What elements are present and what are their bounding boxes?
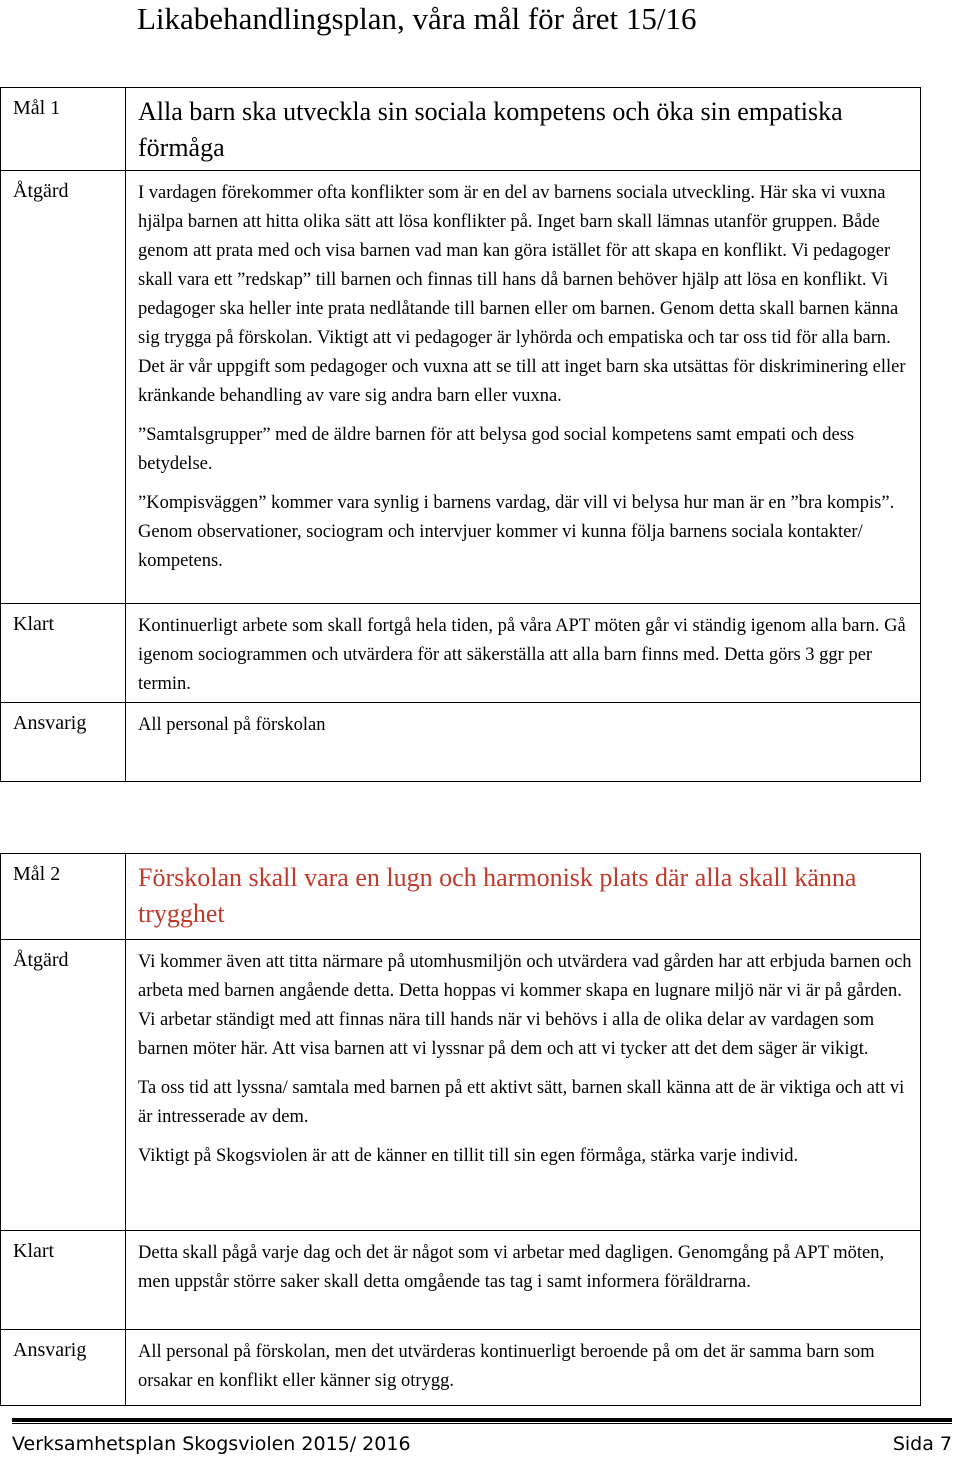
goal-2-row bbox=[1, 854, 921, 940]
goal-1-ansvarig-label: Ansvarig bbox=[13, 712, 87, 734]
goal-2-action-paragraph-1: Vi kommer även att titta närmare på utomhusmiljön och utvärdera vad gården har att erbjuda barnen och arbeta med barnen angående detta. Detta hoppas vi kommer skapa en lugnare miljö när vi är på gården. Vi arbetar ständigt med att finnas nära till hands när vi behövs i alla de olika delar av vardagen som barnen möter här. Att visa barnen att vi lyssnar på dem och att vi tycker att det dem säger är vikigt. bbox=[138, 952, 912, 1059]
goal-2-ansvarig-text: All personal på förskolan, men det utvärderas kontinuerligt beroende på om det är samma barn som orsakar en konflikt eller känner sig otrygg. bbox=[138, 1342, 875, 1391]
goal-2-ansvarig-label: Ansvarig bbox=[13, 1339, 87, 1361]
goal-1-klart-row bbox=[1, 604, 921, 703]
goal-2-action-label: Åtgärd bbox=[13, 949, 69, 971]
page-title: Likabehandlingsplan, våra mål för året 15/16 bbox=[137, 1, 697, 36]
goal-1-action-paragraph-2: ”Samtalsgrupper” med de äldre barnen för att belysa god social kompetens samt empati och dess betydelse. bbox=[138, 425, 855, 474]
goal-2-klart-row bbox=[1, 1231, 921, 1330]
goal-1-klart-text: Kontinuerligt arbete som skall fortgå hela tiden, på våra APT möten går vi ständig igenom alla barn. Gå igenom sociogrammen och utvärdera för att säkerställa att alla barn finns med. Detta görs 3 ggr per termin. bbox=[138, 616, 906, 694]
goal-2-klart-label: Klart bbox=[13, 1240, 55, 1262]
goal-1-action-paragraph-1: I vardagen förekommer ofta konflikter som är en del av barnens sociala utveckling. Här ska vi vuxna hjälpa barnen att hitta olika sätt att lösa konflikter på. Inget barn skall lämnas utanför gruppen. Både genom att prata med och visa barnen vad man kan göra istället för att skapa en konflikt. Vi pedagoger skall vara ett ”redskap” till barnen och finnas till hans då barnen behöver hjälp att lösa en konflikt. Vi pedagoger ska heller inte prata nedlåtande till barnen eller om barnen. Genom detta skall barnen känna sig trygga på förskolan. Viktigt att vi pedagoger är lyhörda och empatiska och tar oss tid för alla barn. Det är vår uppgift som pedagoger och vuxna att se till att inget barn ska utsättas för diskriminering eller kränkande behandling av vare sig andra barn eller vuxna. bbox=[138, 183, 906, 406]
goal-2-label: Mål 2 bbox=[13, 863, 61, 885]
goal-2-action-paragraph-2: Ta oss tid att lyssna/ samtala med barnen på ett aktivt sätt, barnen skall känna att de är viktiga och att vi är intresserade av dem. bbox=[138, 1078, 905, 1127]
goal-2-table bbox=[0, 853, 921, 1406]
footer-document-name: Verksamhetsplan Skogsviolen 2015/ 2016 bbox=[12, 1433, 411, 1455]
goal-1-ansvarig-row bbox=[1, 703, 921, 782]
goal-1-ansvarig-text: All personal på förskolan bbox=[138, 715, 326, 735]
goal-2-action-paragraph-3: Viktigt på Skogsviolen är att de känner en tillit till sin egen förmåga, stärka varje individ. bbox=[138, 1146, 799, 1166]
footer-divider bbox=[12, 1418, 952, 1422]
goal-2-klart-text: Detta skall pågå varje dag och det är något som vi arbetar med dagligen. Genomgång på APT möten, men uppstår större saker skall detta omgående tas tag i samt informera föräldrarna. bbox=[138, 1243, 885, 1292]
goal-1-label: Mål 1 bbox=[13, 97, 61, 119]
footer-divider-thin bbox=[12, 1423, 952, 1424]
goal-1-action-paragraph-3: ”Kompisväggen” kommer vara synlig i barnens vardag, där vill vi belysa hur man är en ”bra kompis”. Genom observationer, sociogram och intervjuer kommer vi kunna följa barnens sociala kontakter/ kompetens. bbox=[138, 493, 895, 571]
goal-1-table bbox=[0, 87, 921, 782]
goal-1-action-row bbox=[1, 171, 921, 604]
goal-2-text: Förskolan skall vara en lugn och harmonisk plats där alla skall känna trygghet bbox=[138, 863, 857, 928]
goal-1-action-label: Åtgärd bbox=[13, 180, 69, 202]
goal-1-text: Alla barn ska utveckla sin sociala kompetens och öka sin empatiska förmåga bbox=[138, 97, 843, 162]
goal-2-action-row bbox=[1, 940, 921, 1231]
footer-page-number: Sida 7 bbox=[892, 1433, 952, 1455]
goal-1-klart-label: Klart bbox=[13, 613, 55, 635]
goal-2-ansvarig-row bbox=[1, 1330, 921, 1406]
goal-1-row bbox=[1, 88, 921, 171]
